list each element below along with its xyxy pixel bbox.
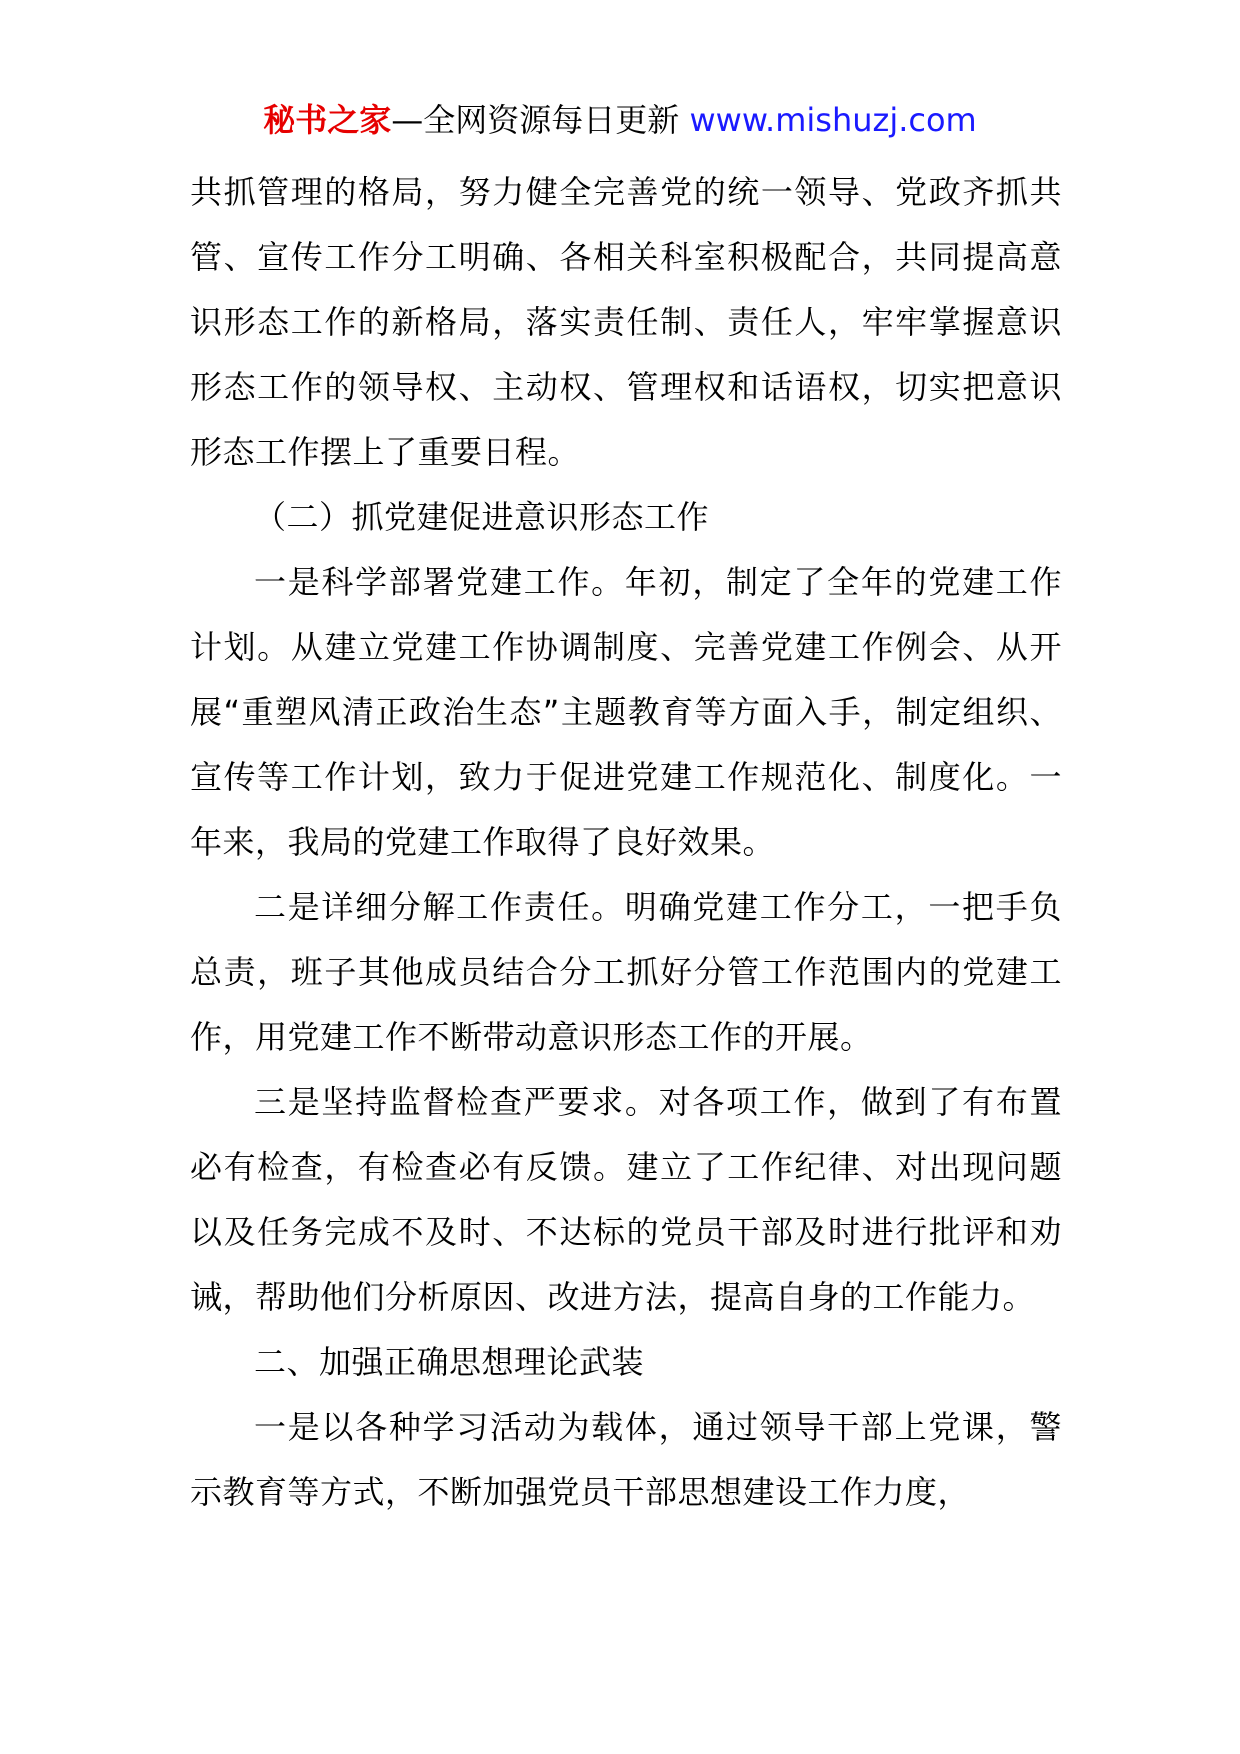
paragraph-continuation: 共抓管理的格局，努力健全完善党的统一领导、党政齐抓共管、宣传工作分工明确、各相关科室积极配合，共同提高意识形态工作的新格局，落实责任制、责任人，牢牢掌握意识形态工作的领导权、主动权、管理权和话语权，切实把意识形态工作摆上了重要日程。 (190, 173, 1062, 471)
site-url-link[interactable]: www.mishuzj.com (689, 101, 977, 139)
paragraph-item-4: 一是以各种学习活动为载体，通过领导干部上党课，警示教育等方式，不断加强党员干部思想建设工作力度， (190, 1408, 1062, 1511)
section-heading-subsection-2: （二）抓党建促进意识形态工作 (254, 498, 710, 536)
document-body (190, 160, 1062, 1525)
brand-name: 秘书之家 (263, 101, 392, 139)
site-header (0, 98, 1240, 142)
section-heading-2: 二、加强正确思想理论武装 (254, 1343, 645, 1381)
paragraph-item-1: 一是科学部署党建工作。年初，制定了全年的党建工作计划。从建立党建工作协调制度、完善党建工作例会、从开展“重塑风清正政治生态”主题教育等方面入手，制定组织、宣传等工作计划，致力于促进党建工作规范化、制度化。一年来，我局的党建工作取得了良好效果。 (190, 563, 1062, 861)
header-slogan: —全网资源每日更新 (391, 101, 680, 139)
paragraph-item-2: 二是详细分解工作责任。明确党建工作分工，一把手负总责，班子其他成员结合分工抓好分管工作范围内的党建工作，用党建工作不断带动意识形态工作的开展。 (190, 888, 1062, 1056)
paragraph-item-3: 三是坚持监督检查严要求。对各项工作，做到了有布置必有检查，有检查必有反馈。建立了工作纪律、对出现问题以及任务完成不及时、不达标的党员干部及时进行批评和劝诫，帮助他们分析原因、改进方法，提高自身的工作能力。 (190, 1083, 1062, 1316)
